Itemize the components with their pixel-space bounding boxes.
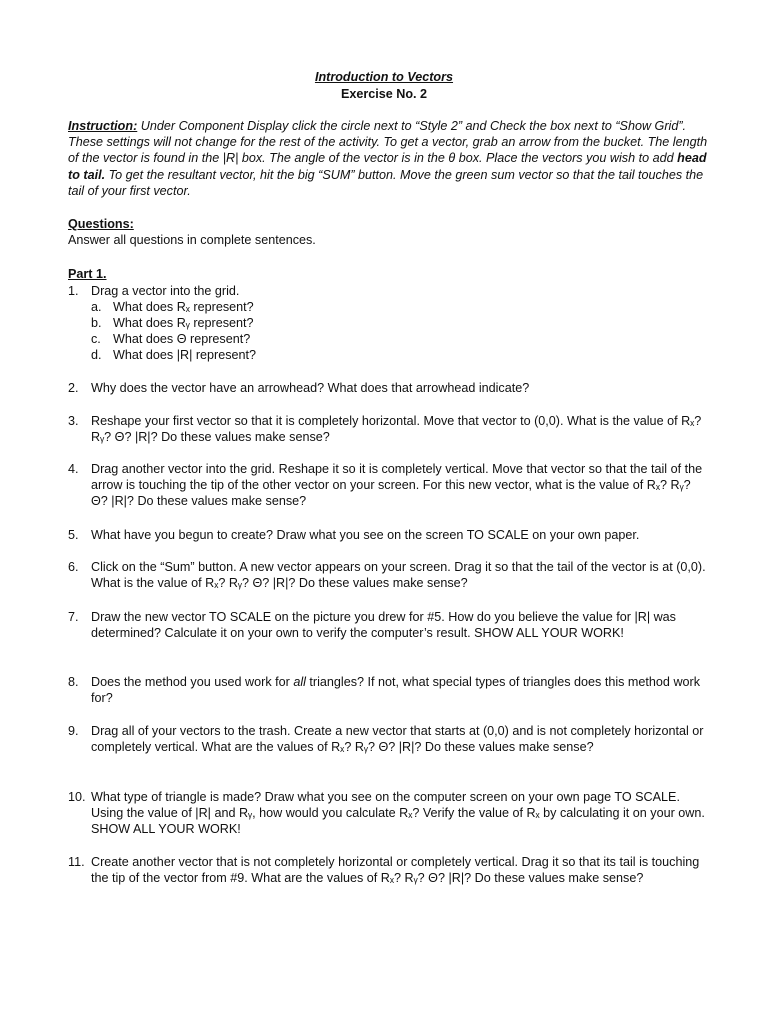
question-text: What type of triangle is made? Draw what you see on the computer screen on your own page TO SCALE. Using the value of |R| and Rᵧ, how would you calculate Rₓ? Verify the value of Rₓ by calculating it on your own. SHOW ALL YOUR WORK!: [91, 790, 705, 837]
question-number: 7.: [68, 610, 79, 624]
question-number: 8.: [68, 675, 79, 689]
sub-question-letter: c.: [91, 332, 101, 347]
question-number: 9.: [68, 724, 79, 738]
question-10: [68, 789, 708, 838]
document-subtitle: Exercise No. 2: [340, 87, 428, 101]
question-11: [68, 854, 708, 886]
sub-question-text: What does Rₓ represent?: [113, 300, 254, 315]
question-2: [68, 380, 708, 396]
sub-question-letter: a.: [91, 300, 102, 315]
part-label: Part 1.: [68, 267, 107, 281]
question-text: Draw the new vector TO SCALE on the picture you drew for #5. How do you believe the value for |R| was determined? Calculate it on your own to verify the computer’s result. SHOW ALL YOUR WORK!: [91, 610, 676, 641]
instruction-bold: head to tail.: [68, 151, 707, 182]
sub-question: [91, 315, 708, 331]
questions-header: [68, 216, 316, 248]
question-number: 6.: [68, 560, 79, 574]
question-number: 10.: [68, 790, 86, 804]
question-number: 1.: [68, 284, 79, 298]
question-9: [68, 723, 708, 755]
question-text: What have you begun to create? Draw what you see on the screen TO SCALE on your own paper.: [91, 528, 640, 542]
sub-question-text: What does |R| represent?: [113, 348, 257, 363]
question-number: 2.: [68, 381, 79, 395]
questions-intro: Answer all questions in complete sentences.: [68, 233, 316, 248]
question-text: [91, 674, 708, 706]
instruction-paragraph: [68, 118, 708, 199]
instruction-label: Instruction:: [68, 119, 138, 133]
instruction-text-1: Under Component Display click the circle next to “Style 2” and Check the box next to “Show Grid”. These settings will not change for the rest of the activity. To get a vector, grab an arrow from the bucket. The length of the vector is found in the |R| box. The angle of the vector is in the θ box. Place the vectors you wish to add: [68, 119, 708, 166]
question-number: 11.: [68, 855, 85, 869]
instruction-text-2: To get the resultant vector, hit the big “SUM” button. Move the green sum vector so that the tail touches the tail of your first vector.: [68, 167, 704, 198]
question-5: [68, 527, 708, 543]
question-text: Drag another vector into the grid. Reshape it so it is completely vertical. Move that vector so that the tail of the arrow is touching the tip of the other vector on your screen. For this new vector, what is the value of Rₓ? Rᵧ? Θ? |R|? Do these values make sense?: [91, 462, 703, 509]
question-text: Click on the “Sum” button. A new vector appears on your screen. Drag it so that the tail of the vector is at (0,0). What is the value of Rₓ? Rᵧ? Θ? |R|? Do these values make sense?: [91, 560, 706, 591]
question-text: Drag all of your vectors to the trash. Create a new vector that starts at (0,0) and is not completely horizontal or completely vertical. What are the values of Rₓ? Rᵧ? Θ? |R|? Do these values make sense?: [91, 724, 704, 755]
sub-question-letter: b.: [91, 316, 102, 331]
sub-question-text: What does Θ represent?: [113, 332, 251, 347]
sub-question-letter: d.: [91, 348, 102, 363]
question-number: 3.: [68, 414, 79, 428]
question-8: [68, 674, 708, 706]
question-text: Drag a vector into the grid.: [91, 284, 240, 298]
question-7: [68, 609, 708, 641]
question-1: [68, 283, 708, 363]
document-title: Introduction to Vectors: [314, 70, 454, 84]
sub-question: [91, 331, 708, 347]
questions-label: Questions:: [68, 217, 134, 231]
sub-question: [91, 347, 708, 363]
title-block: [0, 69, 768, 103]
question-number: 4.: [68, 462, 79, 476]
sub-question-text: What does Rᵧ represent?: [113, 316, 254, 331]
question-text-part: triangles? If not, what special types of triangles does this method work for?: [91, 675, 701, 706]
sub-question: [91, 299, 708, 315]
question-text-italic: all: [293, 675, 306, 689]
question-text: Why does the vector have an arrowhead? What does that arrowhead indicate?: [91, 381, 530, 395]
question-text-part: Does the method you used work for: [91, 675, 294, 689]
question-number: 5.: [68, 528, 79, 542]
question-text: Create another vector that is not completely horizontal or completely vertical. Drag it so that its tail is touching the tip of the vector from #9. What are the values of Rₓ? Rᵧ? Θ? |R|? Do these values make sense?: [91, 855, 700, 886]
question-text: Reshape your first vector so that it is completely horizontal. Move that vector to (0,0). What is the value of Rₓ? Rᵧ? Θ? |R|? Do these values make sense?: [91, 414, 702, 445]
question-6: [68, 559, 708, 591]
question-4: [68, 461, 708, 510]
sub-question-list: [91, 299, 708, 363]
question-3: [68, 413, 708, 445]
